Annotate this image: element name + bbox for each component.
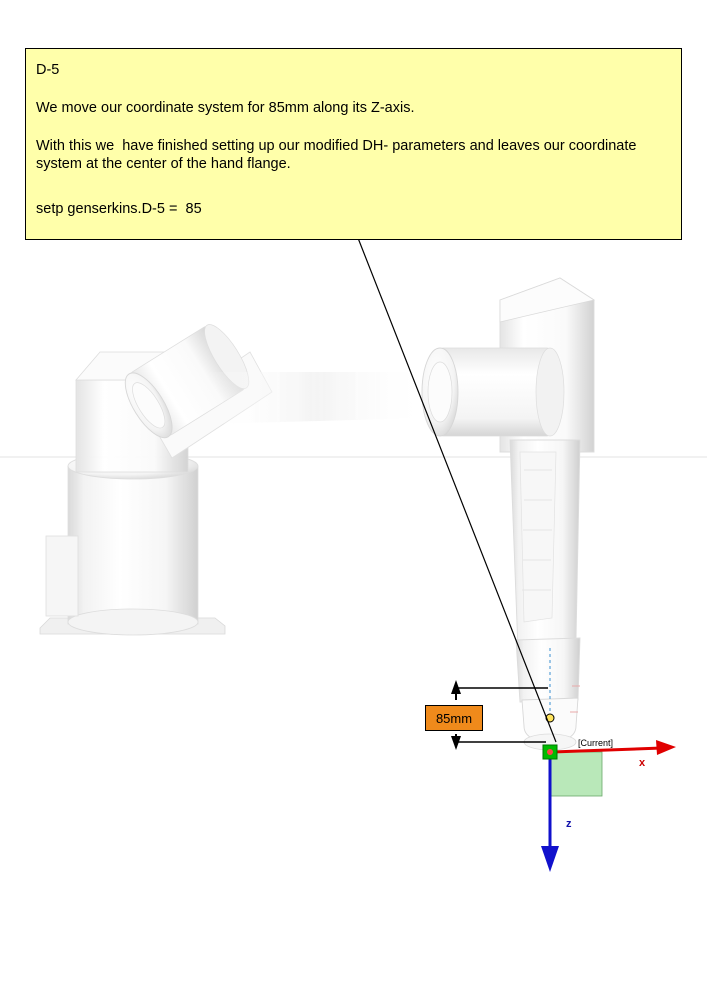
note-paragraph-2: With this we have finished setting up our modified DH- parameters and leaves our coordinate system at the center of the hand flange. (36, 138, 641, 173)
current-frame-label: [Current] (578, 738, 614, 748)
note-paragraph-1: We move our coordinate system for 85mm along its Z-axis. (36, 100, 415, 117)
tool-frame-plane (551, 752, 602, 796)
note-title: D-5 (36, 62, 60, 78)
robot-current-right (422, 278, 594, 750)
callout-note-box (25, 48, 682, 240)
note-code-line: setp genserkins.D-5 = 85 (36, 200, 202, 217)
dimension-label-85mm: 85mm (425, 705, 483, 731)
axis-label-z: z (566, 818, 572, 830)
axis-label-x: x (639, 757, 646, 769)
robot-ghost-left (40, 319, 430, 635)
